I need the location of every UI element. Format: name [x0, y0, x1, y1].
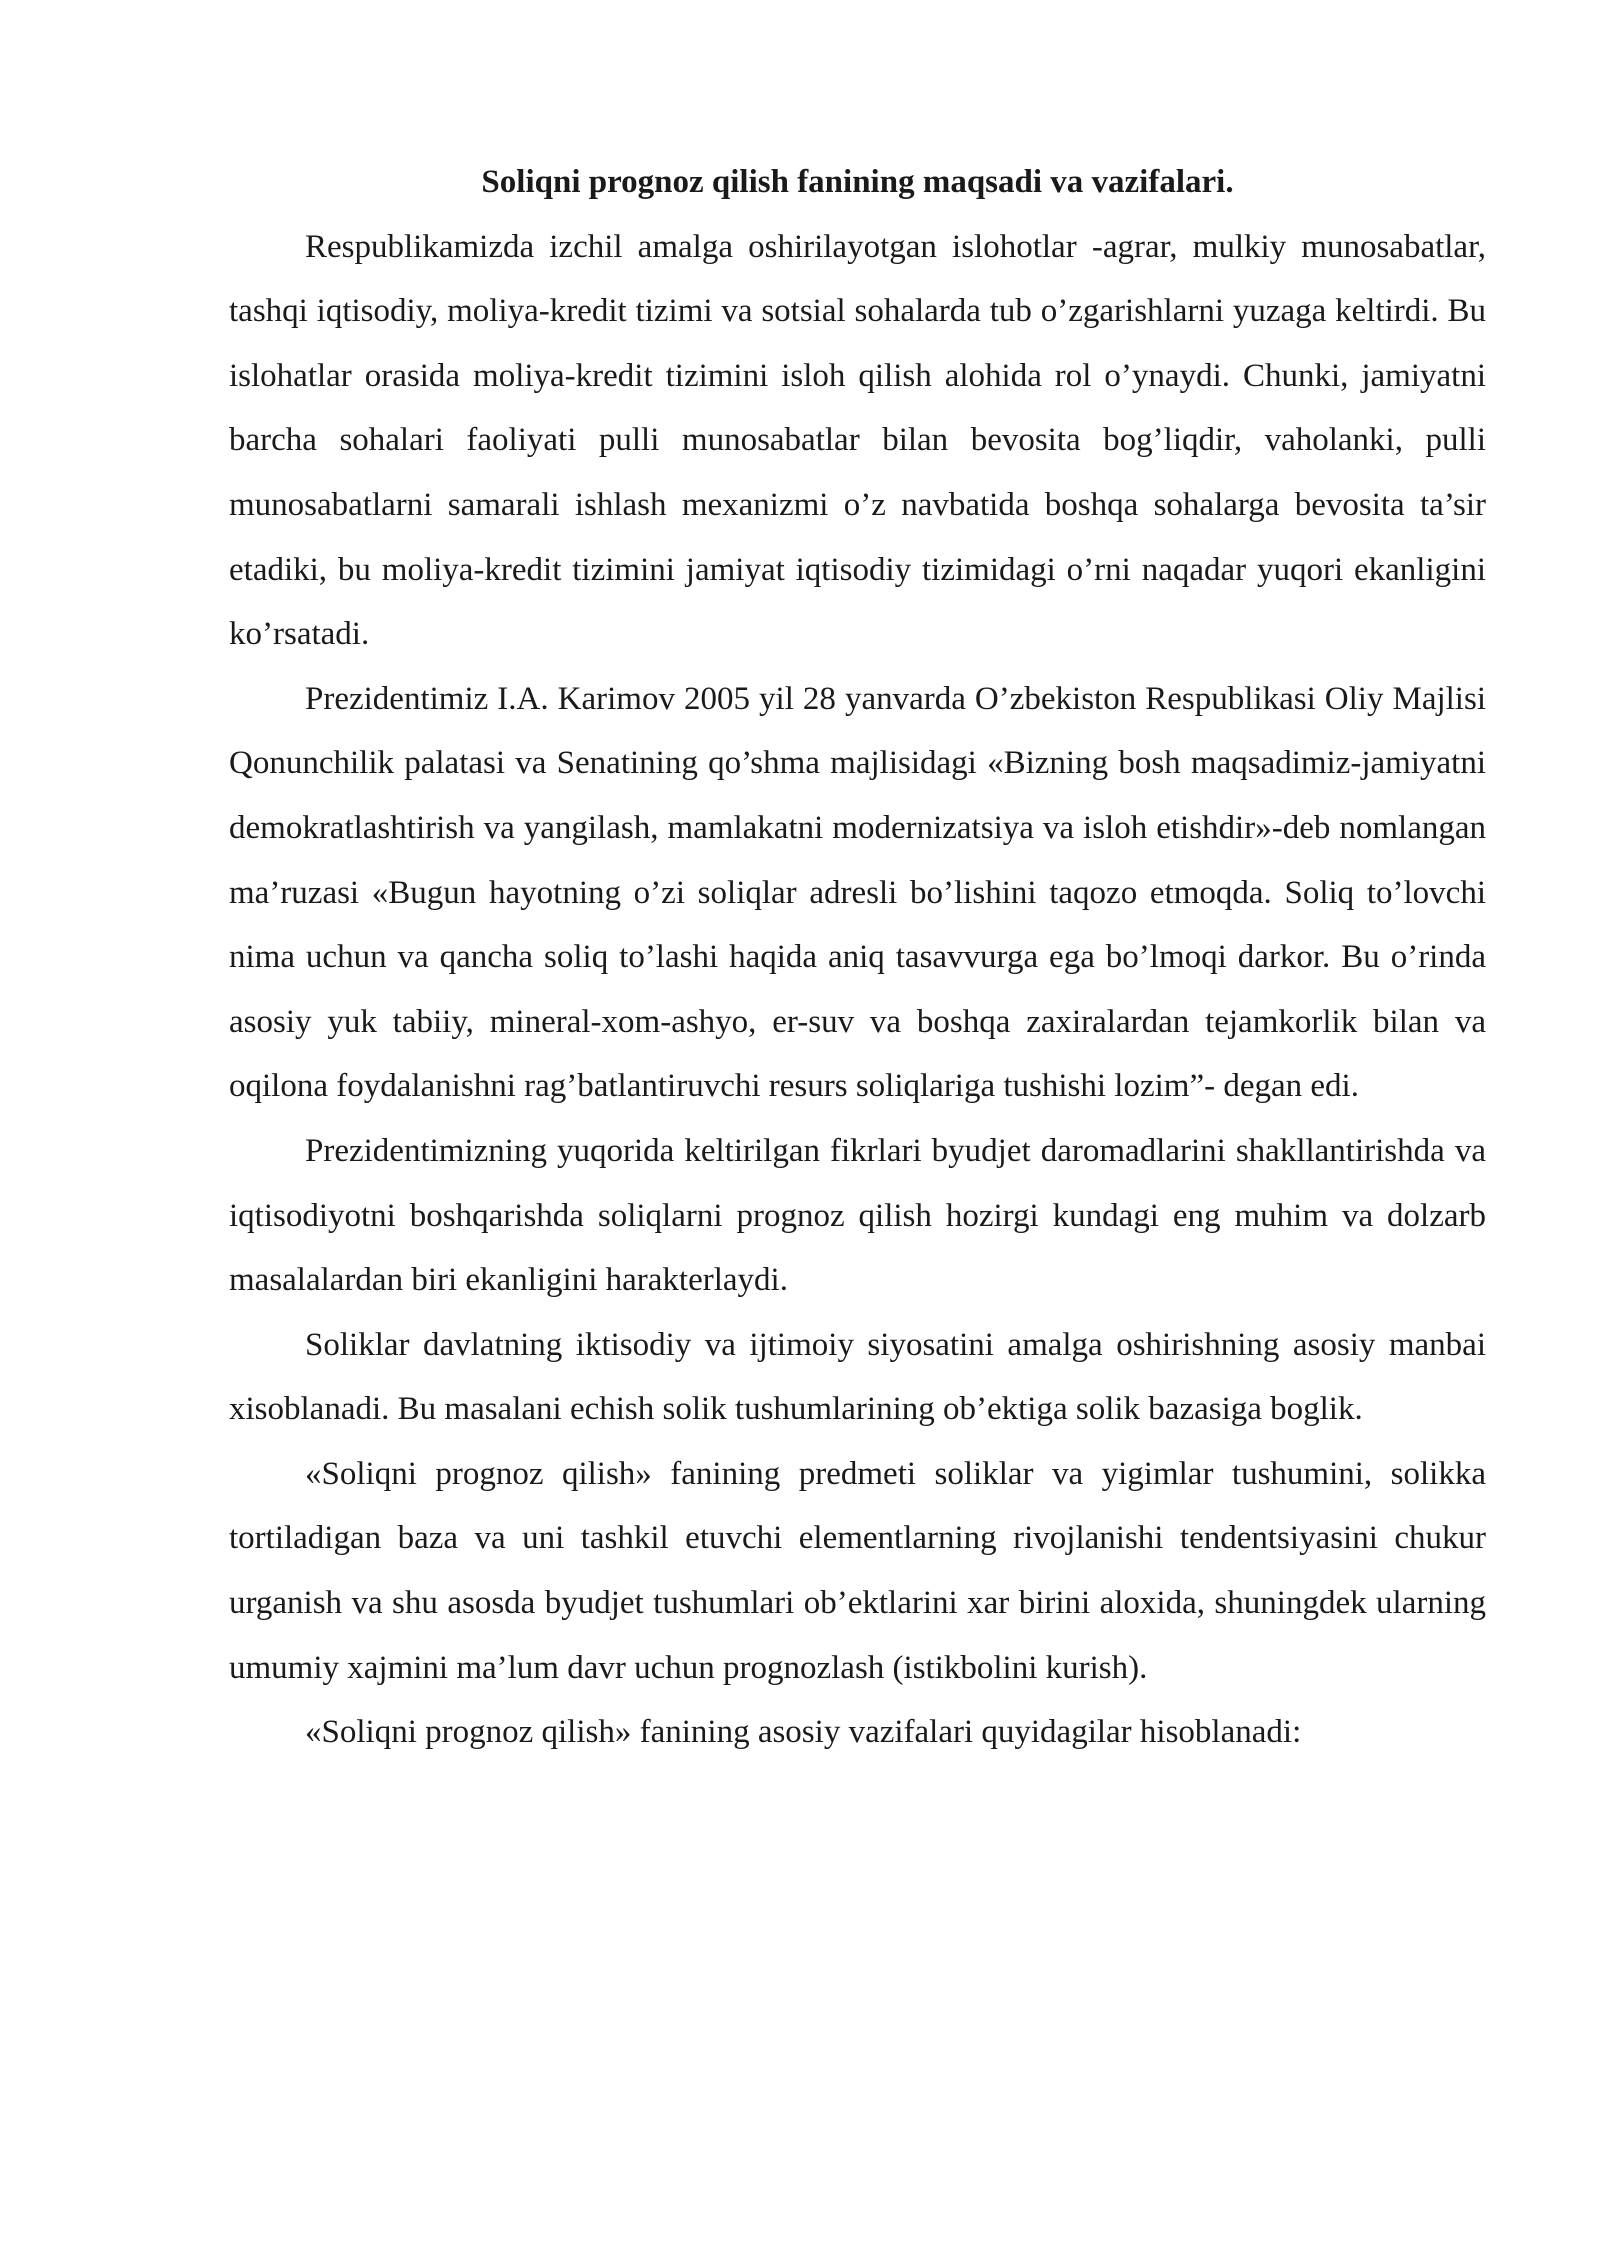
paragraph-5: «Soliqni prognoz qilish» fanining predmeti soliklar va yigimlar tushumini, solikka tortiladigan baza va uni tashkil etuvchi elementlarning rivojlanishi tendentsiyasini chukur urganish va shu asosda byudjet tushumlari ob’ektlarini xar birini aloxida, shuningdek ularning umumiy xajmini ma’lum davr uchun prognozlash (istikbolini kurish).: [229, 1455, 1486, 1686]
document-title: Soliqni prognoz qilish fanining maqsadi va vazifalari.: [481, 164, 1234, 200]
paragraph-3: Prezidentimizning yuqorida keltirilgan fikrlari byudjet daromadlarini shakllantirishda va iqtisodiyotni boshqarishda soliqlarni prognoz qilish hozirgi kundagi eng muhim va dolzarb masalalardan biri ekanligini harakterlaydi.: [229, 1132, 1486, 1299]
paragraph-1: Respublikamizda izchil amalga oshirilayotgan islohotlar -agrar, mulkiy munosabatlar, tashqi iqtisodiy, moliya-kredit tizimi va sotsial sohalarda tub o’zgarishlarni yuzaga keltirdi. Bu islohatlar orasida moliya-kredit tizimini isloh qilish alohida rol o’ynaydi. Chunki, jamiyatni barcha sohalari faoliyati pulli munosabatlar bilan bevosita bog’liqdir, vaholanki, pulli munosabatlarni samarali ishlash mexanizmi o’z navbatida boshqa sohalarga bevosita ta’sir etadiki, bu moliya-kredit tizimini jamiyat iqtisodiy tizimidagi o’rni naqadar yuqori ekanligini ko’rsatadi.: [229, 228, 1486, 653]
paragraph-4: Soliklar davlatning iktisodiy va ijtimoiy siyosatini amalga oshirishning asosiy manbai xisoblanadi. Bu masalani echish solik tushumlarining ob’ektiga solik bazasiga boglik.: [229, 1326, 1486, 1428]
paragraph-6: «Soliqni prognoz qilish» fanining asosiy vazifalari quyidagilar hisoblanadi:: [305, 1714, 1302, 1751]
paragraph-2: Prezidentimiz I.A. Karimov 2005 yil 28 yanvarda O’zbekiston Respublikasi Oliy Majlisi Qonunchilik palatasi va Senatining qo’shma majlisidagi «Bizning bosh maqsadimiz-jamiyatni demokratlashtirish va yangilash, mamlakatni modernizatsiya va isloh etishdir»-deb nomlangan ma’ruzasi «Bugun hayotning o’zi soliqlar adresli bo’lishini taqozo etmoqda. Soliq to’lovchi nima uchun va qancha soliq to’lashi haqida aniq tasavvurga ega bo’lmoqi darkor. Bu o’rinda asosiy yuk tabiiy, mineral-xom-ashyo, er-suv va boshqa zaxiralardan tejamkorlik bilan va oqilona foydalanishni rag’batlantiruvchi resurs soliqlariga tushishi lozim”- degan edi.: [229, 680, 1486, 1105]
document-body: [229, 150, 1486, 1765]
